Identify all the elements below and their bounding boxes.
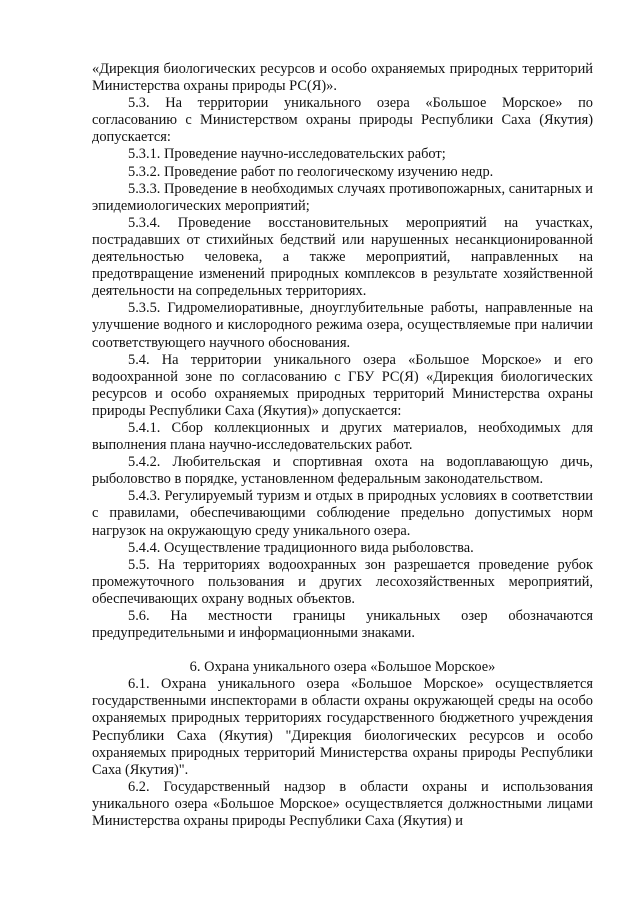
paragraph: 5.6. На местности границы уникальных озер обозначаются предупредительными и информационными знаками. [92, 608, 593, 642]
paragraph: 5.3.3. Проведение в необходимых случаях противопожарных, санитарных и эпидемиологических мероприятий; [92, 180, 593, 214]
paragraph: 5.3. На территории уникального озера «Большое Морское» по согласованию с Министерством охраны природы Республики Саха (Якутия) допускается: [92, 95, 593, 146]
paragraphs-before-heading [92, 61, 593, 642]
paragraph: 5.4.1. Сбор коллекционных и других материалов, необходимых для выполнения плана научно-исследовательских работ. [92, 419, 593, 454]
paragraph: 5.4.4. Осуществление традиционного вида рыболовства. [128, 539, 474, 556]
paragraph: 6.2. Государственный надзор в области охраны и использования уникального озера «Большое Морское» осуществляется должностными лицами Министерства охраны природы Республики Саха (Якутия) и [92, 778, 593, 830]
paragraph: «Дирекция биологических ресурсов и особо охраняемых природных территорий Министерства охраны природы РС(Я)». [92, 61, 593, 95]
paragraph: 6.1. Охрана уникального озера «Большое Морское» осуществляется государственными инспекторами в области охраны окружающей среды на особо охраняемых природных территориях государственного бюджетного учреждения Республики Саха (Якутия) "Дирекция биологических ресурсов и особо охраняемых природных территорий Министерства охраны природы Республики Саха (Якутия)". [92, 676, 593, 778]
paragraph: 5.5. На территориях водоохранных зон разрешается проведение рубок промежуточного пользования и других лесохозяйственных мероприятий, обеспечивающих охрану водных объектов. [92, 556, 593, 607]
paragraph: 5.4. На территории уникального озера «Большое Морское» и его водоохранной зоне по согласованию с ГБУ РС(Я) «Дирекция биологических ресурсов и особо охраняемых природных территорий Министерства охраны природы Республики Саха (Якутия)» допускается: [92, 351, 593, 419]
document-page [92, 61, 593, 830]
section-heading: 6. Охрана уникального озера «Большое Морское» [189, 659, 496, 676]
paragraph: 5.3.4. Проведение восстановительных мероприятий на участках, пострадавших от стихийных бедствий или нарушенных несанкционированной деятельностью человека, а также мероприятий, направленных на предотвращение изменений природных комплексов в результате хозяйственной деятельности на сопредельных территориях. [92, 214, 593, 300]
paragraph: 5.3.5. Гидромелиоративные, дноуглубительные работы, направленные на улучшение водного и кислородного режима озера, осуществляемые при наличии соответствующего научного обоснования. [92, 300, 593, 351]
paragraph: 5.3.1. Проведение научно-исследовательских работ; [128, 146, 446, 163]
paragraphs-after-heading [92, 676, 593, 830]
paragraph: 5.4.2. Любительская и спортивная охота на водоплавающую дичь, рыболовство в порядке, установленном федеральным законодательством. [92, 454, 593, 488]
paragraph: 5.3.2. Проведение работ по геологическому изучению недр. [128, 163, 494, 180]
paragraph: 5.4.3. Регулируемый туризм и отдых в природных условиях в соответствии с правилами, обеспечивающими соблюдение предельно допустимых норм нагрузок на окружающую среду уникального озера. [92, 488, 593, 539]
